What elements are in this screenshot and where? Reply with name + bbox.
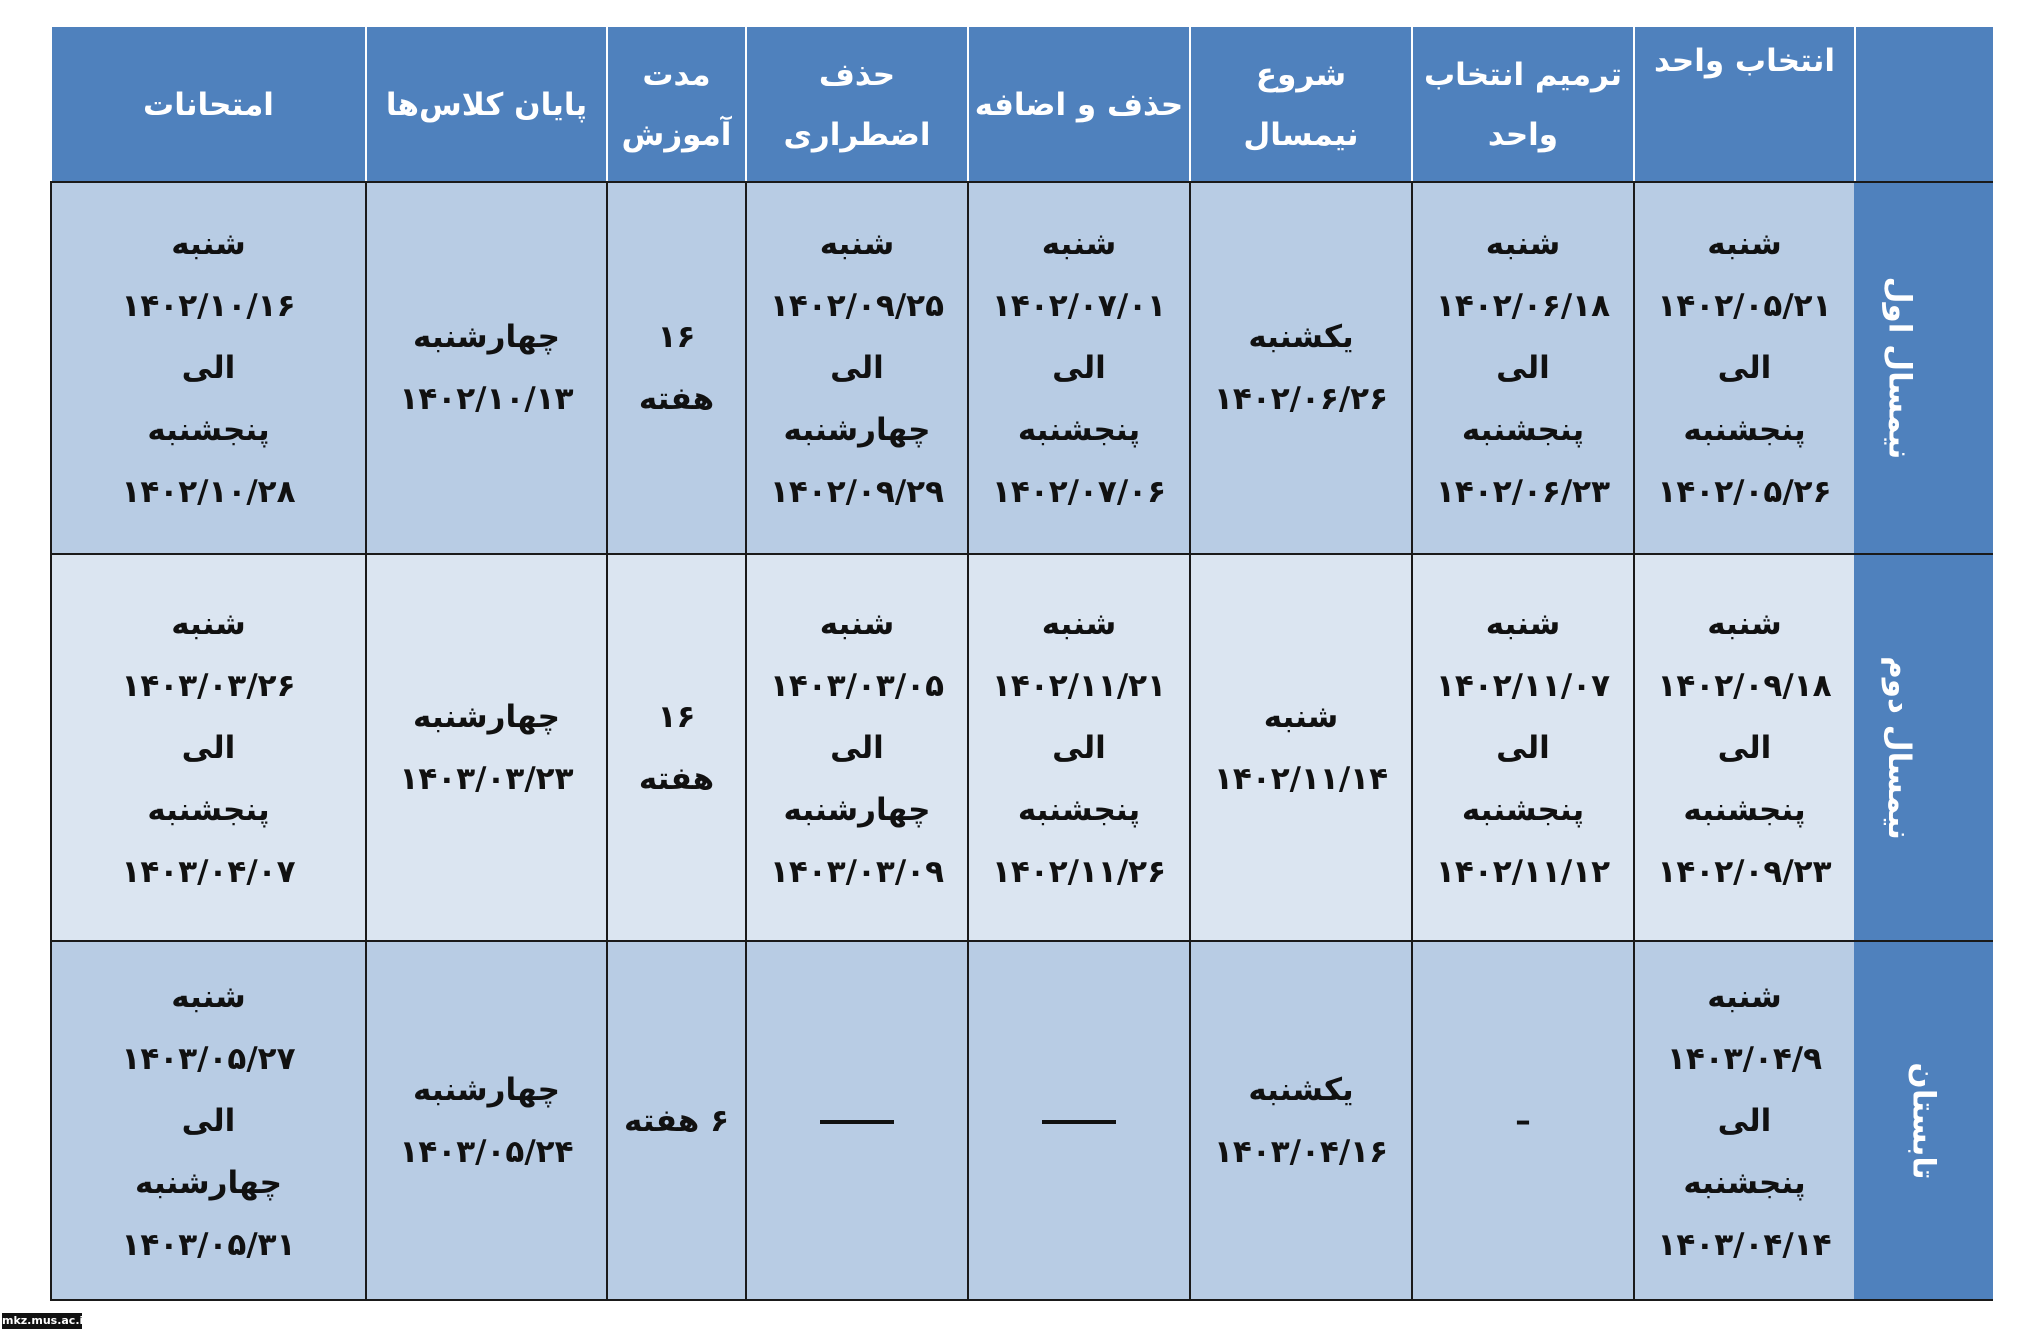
cell-line: شنبه: [1041, 226, 1117, 262]
cell-line: ۱۶: [657, 698, 696, 735]
cell-line: ۱۴۰۳/۰۵/۲۴: [399, 1133, 574, 1170]
cell-line: الی: [181, 350, 236, 386]
cell-line: ۱۴۰۲/۰۶/۱۸: [1435, 288, 1610, 324]
cell-line: واحد: [1487, 117, 1559, 153]
cell-line: ۱۴۰۳/۰۴/۰۷: [121, 853, 296, 890]
class-end-cell: [366, 554, 607, 941]
cell-line: ۱۴۰۲/۰۵/۲۶: [1657, 474, 1832, 510]
cell-line: شنبه: [1485, 226, 1561, 262]
cell-line: ۱۴۰۲/۰۹/۲۳: [1657, 853, 1832, 890]
cell-line: حذف: [818, 57, 896, 93]
header-corner: [1855, 28, 1992, 182]
cell-line: ۱۴۰۲/۱۱/۰۷: [1435, 667, 1610, 704]
emergency-drop-cell: [746, 941, 968, 1300]
cell-line: ۱۴۰۲/۰۶/۲۶: [1213, 381, 1388, 417]
header-row: [51, 28, 1992, 182]
duration-cell: [607, 182, 746, 554]
header-class-end: [366, 28, 607, 182]
table-row: [51, 941, 1992, 1300]
unit-correction-cell: [1412, 182, 1634, 554]
cell-line: شنبه: [171, 978, 246, 1015]
cell-line: یکشنبه: [1248, 319, 1354, 355]
cell-line: پنجشنبه: [1461, 412, 1585, 448]
cell-line: پنجشنبه: [1017, 791, 1141, 828]
cell-line: ۱۴۰۲/۱۰/۱۳: [399, 381, 574, 417]
cell-line: مدت: [642, 57, 711, 93]
cell-line: ۱۴۰۲/۱۰/۲۸: [121, 474, 296, 510]
cell-line: ۱۴۰۳/۰۴/۱۴: [1657, 1226, 1832, 1263]
cell-line: هفته: [638, 760, 715, 797]
cell-line: ۱۴۰۲/۱۱/۲۱: [991, 667, 1166, 704]
cell-line: پایان کلاس‌ها: [385, 87, 588, 123]
cell-line: ۱۴۰۲/۱۱/۱۲: [1435, 853, 1610, 890]
header-unit-correction: [1412, 28, 1634, 182]
class-end-cell: [366, 941, 607, 1300]
cell-line: انتخاب واحد: [1654, 43, 1835, 79]
cell-line: پنجشنبه: [147, 412, 270, 448]
term-label: نیمسال اول: [1855, 182, 1992, 554]
cell-line: هفته: [638, 381, 715, 417]
cell-line: شنبه: [1485, 605, 1561, 642]
duration-cell: [607, 554, 746, 941]
unit-correction-cell: [1412, 941, 1634, 1300]
add-drop-cell: [968, 554, 1190, 941]
cell-line: ۱۴۰۳/۰۳/۰۹: [769, 853, 944, 890]
duration-cell: [607, 941, 746, 1300]
cell-line: چهارشنبه: [783, 791, 931, 828]
cell-line: پنجشنبه: [1017, 412, 1141, 448]
site-watermark: mkz.mus.ac.ir: [2, 1314, 89, 1327]
term-label: تابستان: [1855, 941, 1992, 1300]
exams-cell: [51, 554, 366, 941]
cell-line: چهارشنبه: [783, 412, 931, 448]
unit-correction-cell: [1412, 554, 1634, 941]
cell-line: ۱۴۰۳/۰۳/۲۳: [399, 760, 574, 797]
cell-line: الی: [1496, 350, 1550, 386]
cell-line: اضطراری: [783, 117, 931, 153]
cell-line: الی: [181, 1102, 236, 1139]
header-term-start: [1190, 28, 1412, 182]
cell-line: شنبه: [1041, 605, 1117, 642]
cell-line: ۱۴۰۲/۰۹/۲۵: [769, 288, 944, 324]
add-drop-cell: [968, 182, 1190, 554]
cell-line: یکشنبه: [1248, 1071, 1354, 1108]
cell-line: ۱۴۰۲/۰۷/۰۶: [991, 474, 1166, 510]
cell-line: چهارشنبه: [135, 1164, 282, 1201]
cell-line: ۱۴۰۳/۰۴/۱۶: [1213, 1133, 1388, 1170]
cell-line: الی: [1717, 1102, 1772, 1139]
cell-line: شنبه: [1707, 226, 1782, 262]
cell-line: ۱۴۰۲/۱۱/۱۴: [1213, 760, 1388, 797]
cell-line: الی: [1717, 350, 1772, 386]
cell-line: الی: [1052, 729, 1106, 766]
cell-line: پنجشنبه: [1683, 412, 1806, 448]
cell-line: ۱۴۰۲/۰۵/۲۱: [1657, 288, 1832, 324]
table-row: [51, 182, 1992, 554]
cell-line: چهارشنبه: [413, 698, 560, 735]
cell-line: الی: [1496, 729, 1550, 766]
cell-line: آموزش: [621, 117, 732, 153]
term-start-cell: [1190, 554, 1412, 941]
cell-line: ۶ هفته: [624, 1102, 729, 1139]
cell-line: شنبه: [171, 226, 246, 262]
cell-line: چهارشنبه: [413, 1071, 560, 1108]
cell-line: ۱۴۰۲/۱۰/۱۶: [121, 288, 296, 324]
cell-line: الی: [830, 729, 884, 766]
cell-line: ۱۴۰۲/۰۷/۰۱: [991, 288, 1166, 324]
header-unit-selection: [1634, 28, 1855, 182]
cell-line: ۱۴۰۳/۰۳/۰۵: [769, 667, 944, 704]
cell-line: امتحانات: [143, 87, 274, 123]
cell-line: ۱۴۰۲/۱۱/۲۶: [991, 853, 1166, 890]
cell-line: ۱۴۰۲/۰۶/۲۳: [1435, 474, 1610, 510]
header-teaching-duration: [607, 28, 746, 182]
cell-line: ۱۴۰۲/۰۹/۱۸: [1657, 667, 1832, 704]
cell-line: ۱۴۰۳/۰۵/۲۷: [121, 1040, 296, 1077]
cell-line: شنبه: [1263, 698, 1339, 735]
table-row: [51, 554, 1992, 941]
add-drop-cell: [968, 941, 1190, 1300]
class-end-cell: [366, 182, 607, 554]
cell-line: شنبه: [819, 605, 895, 642]
cell-line: –: [1515, 1102, 1531, 1139]
term-label: نیمسال دوم: [1855, 554, 1992, 941]
cell-line: پنجشنبه: [147, 791, 270, 828]
cell-line: الی: [1052, 350, 1106, 386]
header-add-drop: [968, 28, 1190, 182]
term-start-cell: [1190, 941, 1412, 1300]
exams-cell: [51, 182, 366, 554]
academic-calendar-table: [50, 27, 1993, 1301]
cell-line: ۱۴۰۳/۰۴/۹: [1666, 1040, 1823, 1077]
unit-selection-cell: [1634, 941, 1855, 1300]
empty-dash: [1042, 1120, 1116, 1124]
cell-line: ۱۶: [657, 319, 696, 355]
emergency-drop-cell: [746, 182, 968, 554]
cell-line: نیمسال: [1243, 117, 1359, 153]
cell-line: الی: [830, 350, 884, 386]
cell-line: الی: [1717, 729, 1772, 766]
cell-line: الی: [181, 729, 236, 766]
cell-line: ۱۴۰۳/۰۵/۳۱: [121, 1226, 296, 1263]
exams-cell: [51, 941, 366, 1300]
empty-dash: [820, 1120, 894, 1124]
cell-line: حذف و اضافه: [974, 87, 1184, 123]
cell-line: شنبه: [1707, 605, 1782, 642]
cell-line: شنبه: [171, 605, 246, 642]
cell-line: ترمیم انتخاب: [1424, 57, 1622, 93]
header-emergency-drop: [746, 28, 968, 182]
header-exams: [51, 28, 366, 182]
cell-line: پنجشنبه: [1683, 1164, 1806, 1201]
term-start-cell: [1190, 182, 1412, 554]
cell-line: شنبه: [819, 226, 895, 262]
cell-line: ۱۴۰۲/۰۹/۲۹: [769, 474, 944, 510]
cell-line: پنجشنبه: [1683, 791, 1806, 828]
cell-line: شروع: [1255, 57, 1347, 93]
cell-line: ۱۴۰۳/۰۳/۲۶: [121, 667, 296, 704]
cell-line: پنجشنبه: [1461, 791, 1585, 828]
cell-line: چهارشنبه: [413, 319, 560, 355]
cell-line: شنبه: [1707, 978, 1782, 1015]
emergency-drop-cell: [746, 554, 968, 941]
